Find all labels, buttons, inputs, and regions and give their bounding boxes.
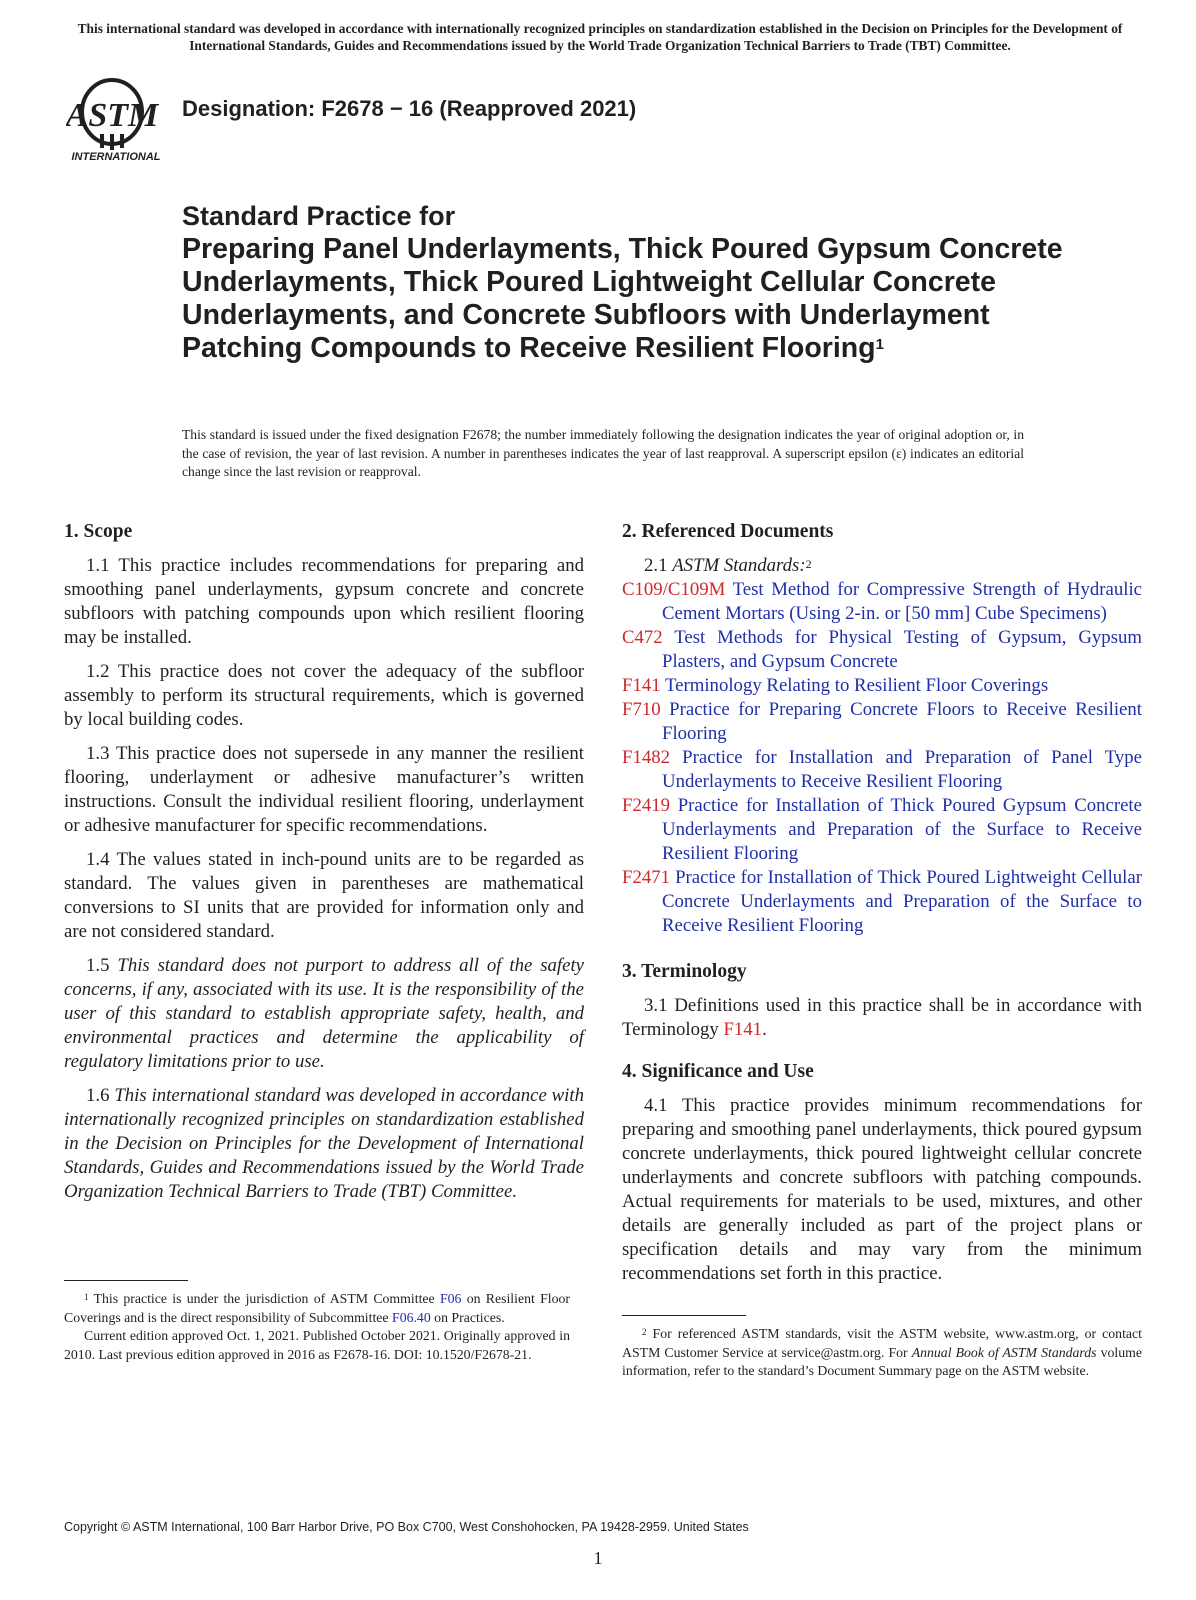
reference-item[interactable]: C472 Test Methods for Physical Testing of Gypsum, Gypsum Plasters, and Gypsum Concrete	[622, 627, 1143, 672]
references-intro: 2.1 ASTM Standards:$^2$	[644, 555, 812, 576]
section-heading-significance: 4. Significance and Use	[622, 1061, 814, 1082]
footnote-link-f06-40[interactable]: F06.40	[392, 1309, 431, 1325]
reference-item[interactable]: F710 Practice for Preparing Concrete Floors to Receive Resilient Flooring	[622, 699, 1142, 744]
title-footnote-mark: 1	[875, 336, 884, 353]
footnote-rule-right	[622, 1315, 746, 1316]
left-column	[64, 520, 584, 1214]
reference-item[interactable]: F1482 Practice for Installation and Preparation of Panel Type Underlayments to Receive Resilient Flooring	[622, 747, 1142, 792]
designation: Designation: F2678 − 16 (Reapproved 2021)	[182, 96, 637, 121]
scope-1-6: 1.6 This international standard was developed in accordance with internationally recognized principles on standardization established in the Decision on Principles for the Development of International Standards, Guides and Recommendations issued by the World Trade Organization Technical Barriers to Trade (TBT) Committee.	[64, 1085, 584, 1202]
right-column	[622, 520, 1142, 1296]
terminology-3-1: 3.1 Definitions used in this practice shall be in accordance with Terminology F141.	[622, 995, 1142, 1040]
footnote-rule-left	[64, 1280, 188, 1281]
top-notice: This international standard was developed in accordance with internationally recognized principles on standardization established in the Decision on Principles for the Development of International Standards, Guides and Recommendations issued by the World Trade Organization Technical Barriers to Trade (TBT) Committee.	[77, 21, 1123, 53]
scope-1-2: 1.2 This practice does not cover the adequacy of the subfloor assembly to perform its structural requirements, which is governed by local building codes.	[64, 661, 584, 730]
terminology-link-f141[interactable]: F141	[723, 1019, 763, 1040]
scope-1-5: 1.5 This standard does not purport to address all of the safety concerns, if any, associated with its use. It is the responsibility of the user of this standard to establish appropriate safety, health, and environmental practices and determine the applicability of regulatory limitations prior to use.	[64, 955, 585, 1072]
footnote-1	[64, 1290, 570, 1364]
section-heading-scope: 1. Scope	[64, 521, 133, 542]
logo-caption: INTERNATIONAL	[71, 151, 161, 163]
logo-letters: ASTM	[66, 97, 159, 134]
scope-1-3: 1.3 This practice does not supersede in any manner the resilient flooring, underlayment or adhesive manufacturer’s written instructions. Consult the individual resilient flooring, underlayment or adhesive manufacturer for specific recommendations.	[64, 743, 584, 836]
reference-item[interactable]: C109/C109M Test Method for Compressive Strength of Hydraulic Cement Mortars (Using 2-in. or [50 mm] Cube Specimens)	[622, 579, 1142, 624]
title-line-1: Standard Practice for	[182, 201, 456, 231]
issue-note: This standard is issued under the fixed designation F2678; the number immediately following the designation indicates the year of original adoption or, in the case of revision, the year of last revision. A number in parentheses indicates the year of last reapproval. A superscript epsilon (ε) indicates an editorial change since the last revision or reapproval.	[182, 427, 1024, 479]
footnote-2-para: $^2$ For referenced ASTM standards, visit the ASTM website, www.astm.org, or contact ASTM Customer Service at service@astm.org. For Annual Book of ASTM Standards volume information, refer to the standard’s Document Summary page on the ASTM website.	[622, 1326, 1142, 1378]
copyright: Copyright © ASTM International, 100 Barr Harbor Drive, PO Box C700, West Conshohocken, PA 19428-2959. United States	[64, 1520, 749, 1534]
reference-list	[622, 578, 1142, 938]
reference-item[interactable]: F141 Terminology Relating to Resilient Floor Coverings	[622, 675, 1049, 696]
document-title	[182, 200, 1082, 365]
section-heading-referenced-documents: 2. Referenced Documents	[622, 521, 834, 542]
scope-1-4: 1.4 The values stated in inch-pound units are to be regarded as standard. The values given in parentheses are mathematical conversions to SI units that are provided for information only and are not considered standard.	[64, 849, 584, 942]
footnote-link-f06[interactable]: F06	[439, 1291, 462, 1306]
title-main: Preparing Panel Underlayments, Thick Poured Gypsum Concrete Underlayments, Thick Poured Lightweight Cellular Concrete Underlayments, and Concrete Subfloors with Underlayment Patching Compounds to Receive Resilient Flooring$^1$	[182, 233, 1063, 364]
section-heading-terminology: 3. Terminology	[622, 961, 747, 982]
reference-item[interactable]: F2419 Practice for Installation of Thick Poured Gypsum Concrete Underlayments and Preparation of the Surface to Receive Resilient Flooring	[622, 795, 1142, 864]
footnote-1-para-1: $^1$ This practice is under the jurisdiction of ASTM Committee F06 on Resilient Floor Coverings and is the direct responsibility of Subcommittee F06.40 on Practices.	[64, 1291, 571, 1325]
footnote-1-para-2: Current edition approved Oct. 1, 2021. Published October 2021. Originally approved in 2010. Last previous edition approved in 2016 as F2678-16. DOI: 10.1520/F2678-21.	[64, 1328, 570, 1362]
footnote-2	[622, 1325, 1142, 1381]
reference-item[interactable]: F2471 Practice for Installation of Thick Poured Lightweight Cellular Concrete Underlayments and Preparation of the Surface to Receive Resilient Flooring	[622, 867, 1142, 936]
significance-4-1: 4.1 This practice provides minimum recommendations for preparing and smoothing panel underlayments, thick poured gypsum concrete underlayments, thick poured lightweight cellular concrete underlayments and concrete subfloors with patching compounds. Actual requirements for materials to be used, mixtures, and other details are generally included as part of the project plans or specification details and may vary from the minimum recommendations set forth in this practice.	[622, 1095, 1142, 1284]
astm-logo	[66, 70, 170, 170]
page-number: 1	[593, 1548, 603, 1568]
scope-1-1: 1.1 This practice includes recommendations for preparing and smoothing panel underlayments, gypsum concrete and concrete subfloors with patching compounds upon which resilient flooring may be installed.	[64, 555, 584, 648]
